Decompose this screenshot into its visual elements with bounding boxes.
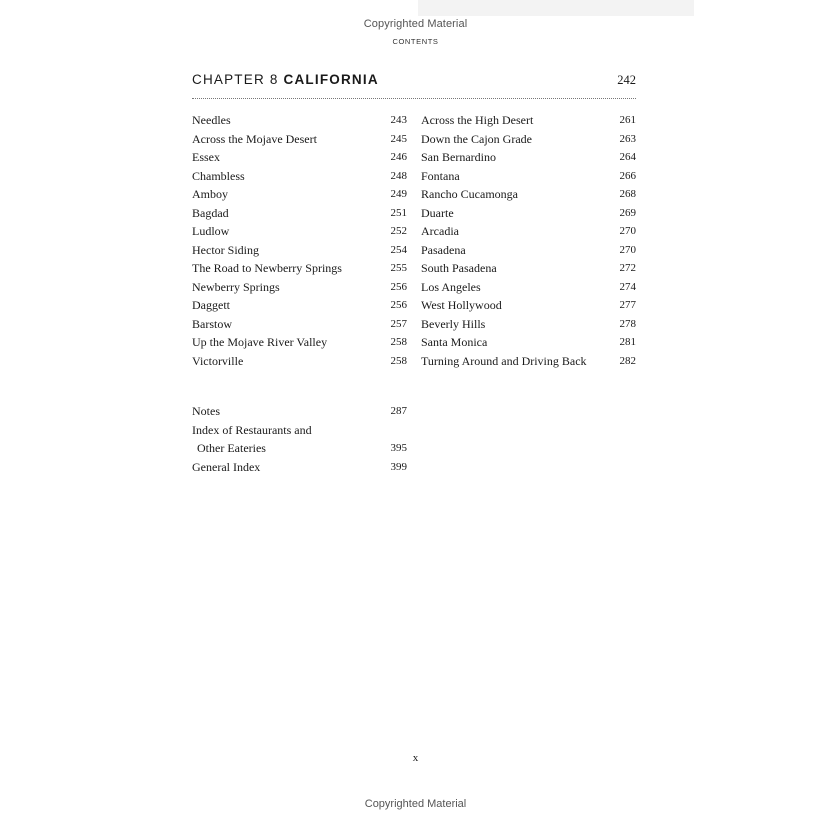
copyright-watermark-top: Copyrighted Material [363, 18, 468, 30]
toc-entry-title: Los Angeles [421, 279, 481, 294]
toc-entry-page: 258 [390, 336, 407, 348]
chapter-label-group [192, 72, 379, 87]
toc-entry-title: Victorville [192, 353, 244, 368]
toc-entry-page: 256 [390, 299, 407, 311]
toc-entry [192, 222, 407, 241]
toc-entry-title: Ludlow [192, 224, 230, 238]
toc-entry [192, 204, 407, 223]
toc-entry [192, 458, 407, 477]
toc-entry [421, 241, 636, 260]
toc-entry-page: 277 [619, 299, 636, 311]
toc-entry-page: 272 [619, 262, 636, 274]
toc-entry-title: Bagdad [192, 205, 229, 220]
toc-entry-title: Newberry Springs [192, 279, 280, 294]
toc-entry-title: Other Eateries [197, 441, 266, 455]
toc-entry-title: San Bernardino [421, 150, 496, 164]
toc-entry [421, 204, 636, 223]
toc-entry-title: Pasadena [421, 242, 466, 257]
toc-entry-page: 246 [390, 151, 407, 163]
toc-entry [421, 185, 636, 204]
toc-entry-page: 245 [390, 132, 407, 145]
toc-entry-page: 268 [619, 188, 636, 200]
toc-entry-page: 269 [619, 206, 636, 219]
toc-left-column [192, 111, 407, 370]
toc-entry [421, 130, 636, 149]
toc-entry-title: Needles [192, 113, 231, 127]
toc-entry [421, 333, 636, 352]
running-head: CONTENTS [392, 37, 439, 46]
toc-entry-title: Turning Around and Driving Back [421, 353, 587, 368]
toc-entry [192, 185, 407, 204]
chapter-number: CHAPTER 8 [192, 72, 279, 87]
toc-entry [421, 296, 636, 315]
toc-entry-page: 282 [619, 354, 636, 367]
scan-shade [418, 0, 694, 16]
toc-entry-page: 281 [619, 336, 636, 348]
toc-entry-title: Chambless [192, 168, 245, 183]
toc-entry-page: 254 [390, 243, 407, 256]
toc-entry-page: 270 [619, 225, 636, 237]
toc-entry-title: Up the Mojave River Valley [192, 335, 328, 349]
toc-entry-page: 399 [390, 460, 407, 473]
toc-entry-title: Duarte [421, 205, 454, 220]
toc-entry-title: Rancho Cucamonga [421, 187, 518, 201]
copyright-watermark-bottom: Copyrighted Material [364, 798, 467, 810]
toc-entry-title: Down the Cajon Grade [421, 131, 532, 146]
chapter-heading [192, 72, 636, 92]
toc-entry-title: Santa Monica [421, 335, 488, 349]
toc-entry [421, 148, 636, 167]
dotted-divider [192, 98, 636, 99]
toc-entry [192, 241, 407, 260]
toc-entry-title: General Index [192, 459, 261, 474]
toc-entry-page: 261 [619, 114, 636, 126]
toc-entry-page: 249 [390, 188, 407, 200]
toc-entry-title: South Pasadena [421, 261, 497, 275]
toc-entry-title: West Hollywood [421, 298, 502, 312]
toc-entry-page: 257 [390, 317, 407, 330]
toc-entry [192, 333, 407, 352]
toc-entry-page: 278 [619, 317, 636, 330]
toc-entry-page: 287 [390, 405, 407, 417]
toc-entry-page: 395 [390, 442, 407, 454]
toc-entry-title: Index of Restaurants and [192, 422, 312, 437]
toc-entry-page: 263 [619, 132, 636, 145]
toc-entry-page: 258 [390, 354, 407, 367]
toc-entry-page: 243 [390, 114, 407, 126]
back-matter-list [192, 402, 407, 476]
toc-entry-title: Across the Mojave Desert [192, 131, 317, 146]
toc-entry [421, 315, 636, 334]
toc-entry-page: 270 [619, 243, 636, 256]
toc-entry-page: 255 [390, 262, 407, 274]
toc-entry [192, 111, 407, 130]
toc-entry [421, 352, 636, 371]
toc-entry-title: Hector Siding [192, 242, 259, 257]
chapter-page-number: 242 [617, 73, 636, 87]
toc-entry-page: 248 [390, 169, 407, 182]
chapter-title: CALIFORNIA [283, 72, 379, 87]
toc-entry [421, 259, 636, 278]
toc-entry-page: 266 [619, 169, 636, 182]
toc-entry-title: Arcadia [421, 224, 459, 238]
toc-entry-title: Barstow [192, 316, 232, 331]
toc-entry-title: Across the High Desert [421, 113, 534, 127]
toc-entry [421, 167, 636, 186]
toc-entry-title: Daggett [192, 298, 230, 312]
toc-entry-page: 252 [390, 225, 407, 237]
toc-entry [192, 421, 407, 440]
toc-entry-title: Fontana [421, 168, 460, 183]
toc-entry-title: Beverly Hills [421, 316, 486, 331]
toc-entry-title: The Road to Newberry Springs [192, 261, 342, 275]
toc-entry [192, 352, 407, 371]
toc-right-column [421, 111, 636, 370]
toc-entry [192, 167, 407, 186]
toc-entry [192, 278, 407, 297]
toc-entry [192, 402, 407, 421]
toc-entry [421, 111, 636, 130]
toc-entry-page: 256 [390, 280, 407, 293]
toc-entry [192, 148, 407, 167]
toc-entry [421, 278, 636, 297]
toc-entry-page: 274 [619, 280, 636, 293]
toc-entry [192, 259, 407, 278]
toc-entry [421, 222, 636, 241]
page-folio: x [412, 752, 419, 764]
toc-entry-page: 264 [619, 151, 636, 163]
toc-entry-page: 251 [390, 206, 407, 219]
toc-entry-title: Essex [192, 150, 220, 164]
toc-entry [192, 439, 407, 458]
toc-entry [192, 296, 407, 315]
toc-entry-title: Amboy [192, 187, 228, 201]
toc-entry [192, 315, 407, 334]
toc-entry-title: Notes [192, 404, 220, 418]
toc-entry [192, 130, 407, 149]
